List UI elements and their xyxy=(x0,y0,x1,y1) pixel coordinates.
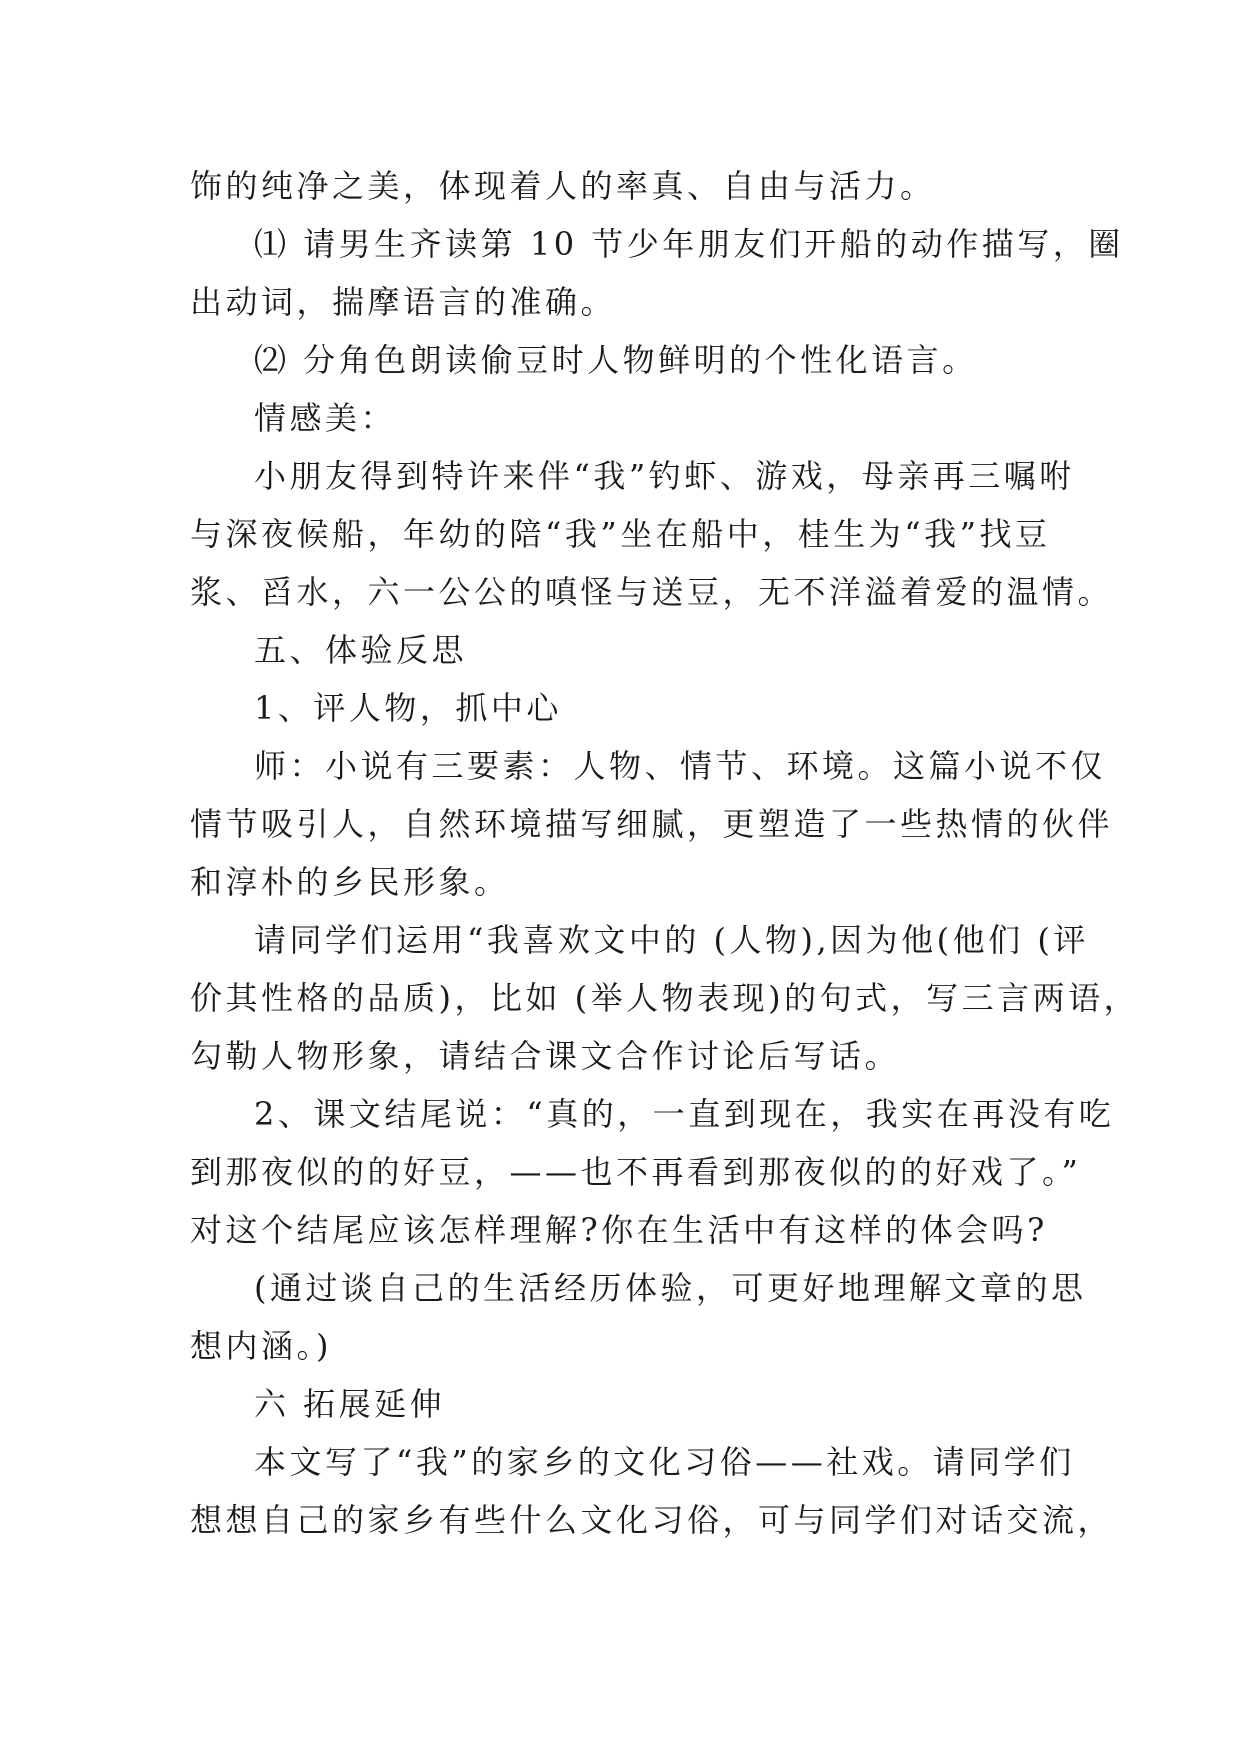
text-line: 出动词，揣摩语言的准确。 xyxy=(190,283,617,321)
text-line: 价其性格的品质)，比如 (举人物表现)的句式，写三言两语， xyxy=(190,979,1140,1017)
section-heading: 五、体验反思 xyxy=(254,631,468,669)
text-line: 到那夜似的的好豆，——也不再看到那夜似的的好戏了。” xyxy=(190,1153,1082,1191)
section-heading: 情感美： xyxy=(254,399,397,437)
document-body xyxy=(190,157,1140,1549)
text-line: 小朋友得到特许来伴“我”钓虾、游戏，母亲再三嘱咐 xyxy=(254,457,1075,495)
text-line: 请同学们运用“我喜欢文中的 (人物),因为他(他们 (评 xyxy=(254,921,1089,959)
text-line: 情节吸引人，自然环境描写细腻，更塑造了一些热情的伙伴 xyxy=(190,805,1114,843)
text-line: 本文写了“我”的家乡的文化习俗——社戏。请同学们 xyxy=(254,1443,1075,1481)
text-line: 对这个结尾应该怎样理解?你在生活中有这样的体会吗? xyxy=(190,1211,1048,1249)
text-line: 饰的纯净之美，体现着人的率真、自由与活力。 xyxy=(190,167,936,205)
section-heading: 1、评人物，抓中心 xyxy=(254,689,562,727)
text-line: (通过谈自己的生活经历体验，可更好地理解文章的思 xyxy=(254,1269,1087,1307)
text-line: 想想自己的家乡有些什么文化习俗，可与同学们对话交流， xyxy=(190,1501,1114,1539)
text-line: 师：小说有三要素：人物、情节、环境。这篇小说不仅 xyxy=(254,747,1107,785)
text-line: 浆、舀水，六一公公的嗔怪与送豆，无不洋溢着爱的温情。 xyxy=(190,573,1114,611)
text-line: ⑴ 请男生齐读第 10 节少年朋友们开船的动作描写，圈 xyxy=(254,225,1124,263)
text-line: 和淳朴的乡民形象。 xyxy=(190,863,510,901)
text-line: ⑵ 分角色朗读偷豆时人物鲜明的个性化语言。 xyxy=(254,341,978,379)
text-line: 想内涵。) xyxy=(190,1327,332,1365)
text-line: 与深夜候船，年幼的陪“我”坐在船中，桂生为“我”找豆 xyxy=(190,515,1051,553)
text-line: 2、课文结尾说：“真的，一直到现在，我实在再没有吃 xyxy=(254,1095,1115,1133)
text-line: 勾勒人物形象，请结合课文合作讨论后写话。 xyxy=(190,1037,901,1075)
section-heading: 六 拓展延伸 xyxy=(254,1385,446,1423)
